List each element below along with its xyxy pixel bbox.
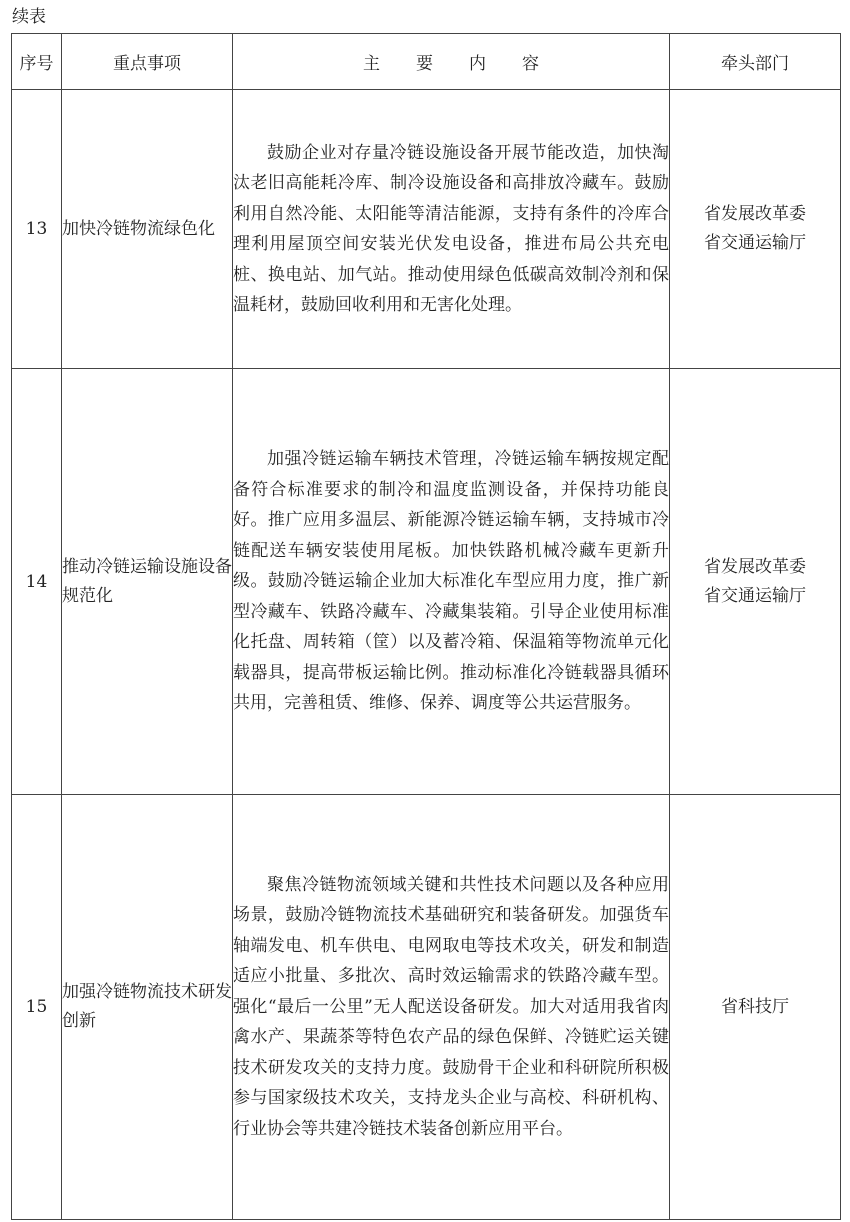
row-content-text: 鼓励企业对存量冷链设施设备开展节能改造，加快淘汰老旧高能耗冷库、制冷设施设备和高排放冷藏车。鼓励利用自然冷能、太阳能等清洁能源，支持有条件的冷库合理利用屋顶空间安装光伏发电设备，推进布局公共充电桩、换电站、加气站。推动使用绿色低碳高效制冷剂和保温耗材，鼓励回收利用和无害化处理。 [233,142,669,315]
row-dept [670,90,841,369]
row-item: 加强冷链物流技术研发创新 [62,795,233,1220]
dept-name: 省发展改革委 [704,204,806,224]
dept-name: 省交通运输厅 [704,585,806,606]
table-header-row [12,34,841,90]
row-num: 14 [12,369,62,795]
dept-name: 省科技厅 [721,996,789,1017]
header-dept: 牵头部门 [670,34,841,90]
dept-name: 省发展改革委 [704,556,806,577]
row-content [233,369,670,795]
row-dept [670,795,841,1220]
row-content-text: 聚焦冷链物流领域关键和共性技术问题以及各种应用场景，鼓励冷链物流技术基础研究和装备研发。加强货车轴端发电、机车供电、电网取电等技术攻关，研发和制造适应小批量、多批次、高时效运输需求的铁路冷藏车型。强化“最后一公里”无人配送设备研发。加大对适用我省肉禽水产、果蔬茶等特色农产品的绿色保鲜、冷链贮运关键技术研发攻关的支持力度。鼓励骨干企业和科研院所积极参与国家级技术攻关，支持龙头企业与高校、科研机构、行业协会等共建冷链技术装备创新应用平台。 [233,874,669,1139]
row-num: 15 [12,795,62,1220]
header-num: 序号 [12,34,62,90]
header-item: 重点事项 [62,34,233,90]
dept-name: 省交通运输厅 [704,233,806,253]
header-content-label: 主要内容 [363,54,575,74]
table-row [12,369,841,795]
table-row [12,795,841,1220]
row-content-text: 加强冷链运输车辆技术管理，冷链运输车辆按规定配备符合标准要求的制冷和温度监测设备，并保持功能良好。推广应用多温层、新能源冷链运输车辆，支持城市冷链配送车辆安装使用尾板。加快铁路机械冷藏车更新升级。鼓励冷链运输企业加大标准化车型应用力度，推广新型冷藏车、铁路冷藏车、冷藏集装箱。引导企业使用标准化托盘、周转箱（筐）以及蓄冷箱、保温箱等物流单元化载器具，提高带板运输比例。推动标准化冷链载器具循环共用，完善租赁、维修、保养、调度等公共运营服务。 [233,449,669,714]
row-num: 13 [12,90,62,369]
measures-table [11,33,841,1220]
table-caption: 续表 [12,7,46,27]
row-item: 加快冷链物流绿色化 [62,90,233,369]
row-content [233,90,670,369]
table-row [12,90,841,369]
row-item: 推动冷链运输设施设备规范化 [62,369,233,795]
row-dept [670,369,841,795]
header-content [233,34,670,90]
row-content [233,795,670,1220]
